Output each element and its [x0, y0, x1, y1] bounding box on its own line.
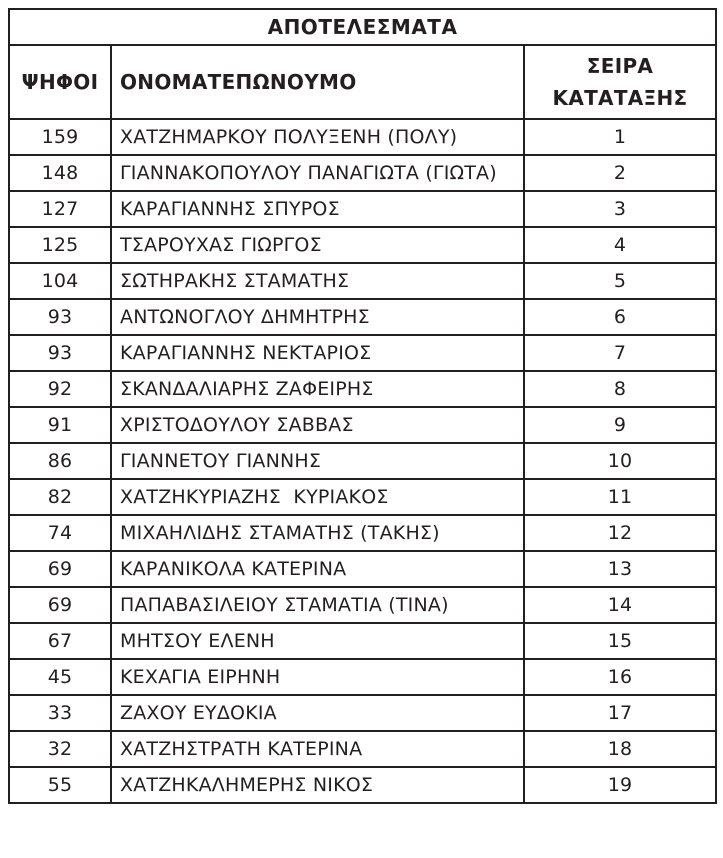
rank-cell: 13 — [524, 551, 716, 587]
table-row — [9, 731, 716, 767]
table-row — [9, 119, 716, 155]
name-cell: ΧΑΤΖΗΣΤΡΑΤΗ ΚΑΤΕΡΙΝΑ — [111, 731, 524, 767]
name-cell: ΤΣΑΡΟΥΧΑΣ ΓΙΩΡΓΟΣ — [111, 227, 524, 263]
rank-cell: 7 — [524, 335, 716, 371]
votes-cell: 86 — [9, 443, 111, 479]
votes-cell: 93 — [9, 299, 111, 335]
votes-cell: 92 — [9, 371, 111, 407]
votes-cell: 33 — [9, 695, 111, 731]
votes-cell: 148 — [9, 155, 111, 191]
name-cell: ΣΚΑΝΔΑΛΙΑΡΗΣ ΖΑΦΕΙΡΗΣ — [111, 371, 524, 407]
table-row — [9, 443, 716, 479]
votes-cell: 82 — [9, 479, 111, 515]
table-row — [9, 515, 716, 551]
votes-cell: 67 — [9, 623, 111, 659]
votes-cell: 55 — [9, 767, 111, 803]
votes-cell: 74 — [9, 515, 111, 551]
table-row — [9, 299, 716, 335]
rank-cell: 6 — [524, 299, 716, 335]
votes-cell: 104 — [9, 263, 111, 299]
name-cell: ΧΑΤΖΗΚΑΛΗΜΕΡΗΣ ΝΙΚΟΣ — [111, 767, 524, 803]
table-header-row — [9, 45, 716, 119]
rank-cell: 8 — [524, 371, 716, 407]
table-row — [9, 659, 716, 695]
rank-cell: 19 — [524, 767, 716, 803]
table-row — [9, 335, 716, 371]
name-cell: ΧΡΙΣΤΟΔΟΥΛΟΥ ΣΑΒΒΑΣ — [111, 407, 524, 443]
table-row — [9, 587, 716, 623]
rank-header-line-2: ΚΑΤΑΤΑΞΗΣ — [552, 86, 688, 110]
table-row — [9, 551, 716, 587]
table-title-row — [9, 9, 716, 45]
name-cell: ΓΙΑΝΝΕΤΟΥ ΓΙΑΝΝΗΣ — [111, 443, 524, 479]
table-row — [9, 767, 716, 803]
votes-cell: 125 — [9, 227, 111, 263]
rank-cell: 3 — [524, 191, 716, 227]
table-row — [9, 227, 716, 263]
name-cell: ΚΑΡΑΝΙΚΟΛΑ ΚΑΤΕΡΙΝΑ — [111, 551, 524, 587]
name-cell: ΧΑΤΖΗΚΥΡΙΑΖΗΣ ΚΥΡΙΑΚΟΣ — [111, 479, 524, 515]
votes-cell: 45 — [9, 659, 111, 695]
rank-cell: 16 — [524, 659, 716, 695]
rank-cell: 4 — [524, 227, 716, 263]
table-row — [9, 155, 716, 191]
votes-cell: 69 — [9, 551, 111, 587]
rank-cell: 9 — [524, 407, 716, 443]
votes-cell: 91 — [9, 407, 111, 443]
rank-header-line-1: ΣΕΙΡΑ — [586, 54, 654, 78]
results-table-container — [8, 8, 715, 852]
name-cell: ΚΑΡΑΓΙΑΝΝΗΣ ΣΠΥΡΟΣ — [111, 191, 524, 227]
table-row — [9, 407, 716, 443]
table-row — [9, 191, 716, 227]
rank-cell: 1 — [524, 119, 716, 155]
votes-cell: 69 — [9, 587, 111, 623]
table-title: ΑΠΟΤΕΛΕΣΜΑΤΑ — [9, 9, 716, 45]
name-cell: ΜΙΧΑΗΛΙΔΗΣ ΣΤΑΜΑΤΗΣ (ΤΑΚΗΣ) — [111, 515, 524, 551]
name-cell: ΣΩΤΗΡΑΚΗΣ ΣΤΑΜΑΤΗΣ — [111, 263, 524, 299]
rank-cell: 10 — [524, 443, 716, 479]
name-cell: ΚΕΧΑΓΙΑ ΕΙΡΗΝΗ — [111, 659, 524, 695]
name-cell: ΧΑΤΖΗΜΑΡΚΟΥ ΠΟΛΥΞΕΝΗ (ΠΟΛΥ) — [111, 119, 524, 155]
name-cell: ΠΑΠΑΒΑΣΙΛΕΙΟΥ ΣΤΑΜΑΤΙΑ (ΤΙΝΑ) — [111, 587, 524, 623]
table-row — [9, 479, 716, 515]
votes-cell: 127 — [9, 191, 111, 227]
rank-column-header — [524, 45, 716, 119]
name-cell: ΑΝΤΩΝΟΓΛΟΥ ΔΗΜΗΤΡΗΣ — [111, 299, 524, 335]
rank-cell: 5 — [524, 263, 716, 299]
table-row — [9, 263, 716, 299]
votes-cell: 32 — [9, 731, 111, 767]
rank-cell: 2 — [524, 155, 716, 191]
table-row — [9, 695, 716, 731]
name-cell: ΚΑΡΑΓΙΑΝΝΗΣ ΝΕΚΤΑΡΙΟΣ — [111, 335, 524, 371]
rank-cell: 18 — [524, 731, 716, 767]
name-cell: ΜΗΤΣΟΥ ΕΛΕΝΗ — [111, 623, 524, 659]
name-cell: ΖΑΧΟΥ ΕΥΔΟΚΙΑ — [111, 695, 524, 731]
name-column-header: ΟΝΟΜΑΤΕΠΩΝΟΥΜΟ — [111, 45, 524, 119]
votes-column-header: ΨΗΦΟΙ — [9, 45, 111, 119]
rank-cell: 11 — [524, 479, 716, 515]
rank-cell: 15 — [524, 623, 716, 659]
table-row — [9, 371, 716, 407]
votes-cell: 159 — [9, 119, 111, 155]
rank-cell: 12 — [524, 515, 716, 551]
rank-cell: 14 — [524, 587, 716, 623]
table-row — [9, 623, 716, 659]
name-cell: ΓΙΑΝΝΑΚΟΠΟΥΛΟΥ ΠΑΝΑΓΙΩΤΑ (ΓΙΩΤΑ) — [111, 155, 524, 191]
results-table — [8, 8, 717, 804]
votes-cell: 93 — [9, 335, 111, 371]
table-body — [9, 119, 716, 803]
rank-cell: 17 — [524, 695, 716, 731]
